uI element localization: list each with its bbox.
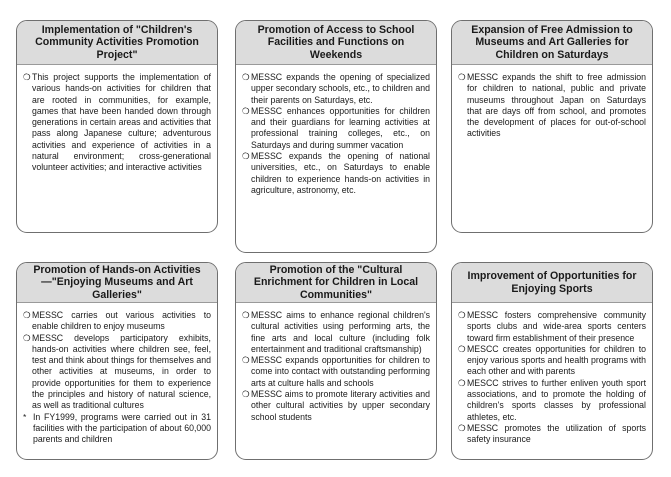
card-sports-opportunities: [451, 262, 653, 460]
asterisk-icon: *: [23, 411, 27, 422]
list-item: [458, 72, 646, 140]
item-text: MESSC promotes the utilization of sports safety insurance: [467, 422, 646, 445]
list-item: [458, 344, 646, 378]
bullet-icon: ❍: [458, 343, 466, 354]
card-title-text: Expansion of Free Admission to Museums and Art Galleries for Children on Saturdays: [471, 23, 633, 61]
card-title-text: Improvement of Opportunities for Enjoying Sports: [467, 270, 637, 295]
card-body: [17, 303, 217, 450]
item-text: MESSC enhances opportunities for children and their guardians for learning activities at professional training colleges, etc., on Saturdays and during summer vacation: [251, 105, 430, 150]
bullet-icon: ❍: [242, 355, 250, 366]
card-title: [452, 263, 652, 303]
bullet-icon: ❍: [242, 389, 250, 400]
bullet-icon: ❍: [458, 377, 466, 388]
list-item: [242, 310, 430, 355]
list-item: [458, 310, 646, 344]
list-item: [242, 151, 430, 196]
list-item: [242, 355, 430, 389]
card-body: [17, 65, 217, 178]
card-body: [236, 65, 436, 200]
card-title-text: Promotion of Hands-on Activities—"Enjoying Museums and Art Galleries": [33, 263, 201, 301]
bullet-icon: ❍: [242, 310, 250, 320]
item-text: MESSC aims to promote literary activities and other cultural activities by upper secondary school students: [251, 389, 430, 422]
card-title: [17, 21, 217, 65]
footnote-text: In FY1999, programs were carried out in 31 facilities with the participation of about 60,000 parents and children: [33, 411, 211, 445]
card-title-text: Promotion of the "Cultural Enrichment for Children in Local Communities": [253, 263, 419, 301]
item-text: MESSC expands the opening of national universities, etc., on Saturdays to enable children to experience hands-on activities in agriculture, astronomy, etc.: [251, 151, 430, 195]
bullet-icon: ❍: [23, 72, 31, 82]
list-item: [242, 72, 430, 106]
bullet-icon: ❍: [242, 72, 250, 82]
item-text: This project supports the implementation of various hands-on activities for children that are rooted in communities, for example, games that have been handed down through generations in certain areas and activities that pass along Japanese culture; adventurous activities and experience of activities in a natural environment; cross-generational volunteer activities; and interactive activities: [32, 72, 211, 173]
list-item: [458, 423, 646, 446]
item-text: MESSC carries out various activities to enable children to enjoy museums: [32, 310, 211, 332]
card-title: [452, 21, 652, 65]
bullet-icon: ❍: [242, 151, 250, 162]
card-cultural-enrichment: [235, 262, 437, 460]
card-title: [236, 21, 436, 65]
footnote: [23, 412, 211, 446]
item-text: MESCC strives to further enliven youth sport associations, and to promote the holding of children's sports classes by professional athletes, etc.: [467, 377, 646, 422]
card-body: [452, 65, 652, 144]
card-title-text: Promotion of Access to School Facilities and Functions on Weekends: [257, 23, 415, 61]
card-hands-on-activities: [16, 262, 218, 460]
card-title: [17, 263, 217, 303]
card-free-admission: [451, 20, 653, 233]
card-school-facilities: [235, 20, 437, 253]
item-text: MESSC fosters comprehensive community sports clubs and wide-area sports centers toward firm establishment of their presence: [467, 310, 646, 343]
list-item: [23, 72, 211, 174]
bullet-icon: ❍: [458, 422, 466, 433]
item-text: MESCC creates opportunities for children to enjoy various sports and health programs with each other and with parents: [467, 343, 646, 377]
card-community-activities: [16, 20, 218, 233]
list-item: [242, 389, 430, 423]
bullet-icon: ❍: [23, 310, 31, 320]
list-item: [458, 378, 646, 423]
item-text: MESSC expands the shift to free admission for children to national, public and private museums throughout Japan on Saturdays that are days off from school, and promotes the development of places for out-of-school activities: [467, 72, 646, 139]
list-item: [242, 106, 430, 151]
item-text: MESSC expands the opening of specialized upper secondary schools, etc., to children and their parents on Saturdays, etc.: [251, 72, 430, 105]
card-body: [452, 303, 652, 450]
card-title: [236, 263, 436, 303]
item-text: MESSC aims to enhance regional children's cultural activities using performing arts, the fine arts and local culture (including folk entertainment and traditional craftsmanship): [251, 310, 430, 354]
bullet-icon: ❍: [458, 72, 466, 82]
bullet-icon: ❍: [242, 105, 250, 116]
bullet-icon: ❍: [458, 310, 466, 320]
list-item: [23, 310, 211, 333]
list-item: [23, 333, 211, 412]
card-title-text: Implementation of "Children's Community Activities Promotion Project": [35, 23, 199, 61]
card-body: [236, 303, 436, 427]
item-text: MESSC develops participatory exhibits, hands-on activities where children see, feel, test and think about things for themselves and other activities at museums, in order to provide opportunities for them to experience the principles and history of natural science, as well as traditional cultures: [32, 332, 211, 411]
item-text: MESSC expands opportunities for children to come into contact with outstanding performing arts at culture halls and schools: [251, 355, 430, 388]
bullet-icon: ❍: [23, 332, 31, 343]
